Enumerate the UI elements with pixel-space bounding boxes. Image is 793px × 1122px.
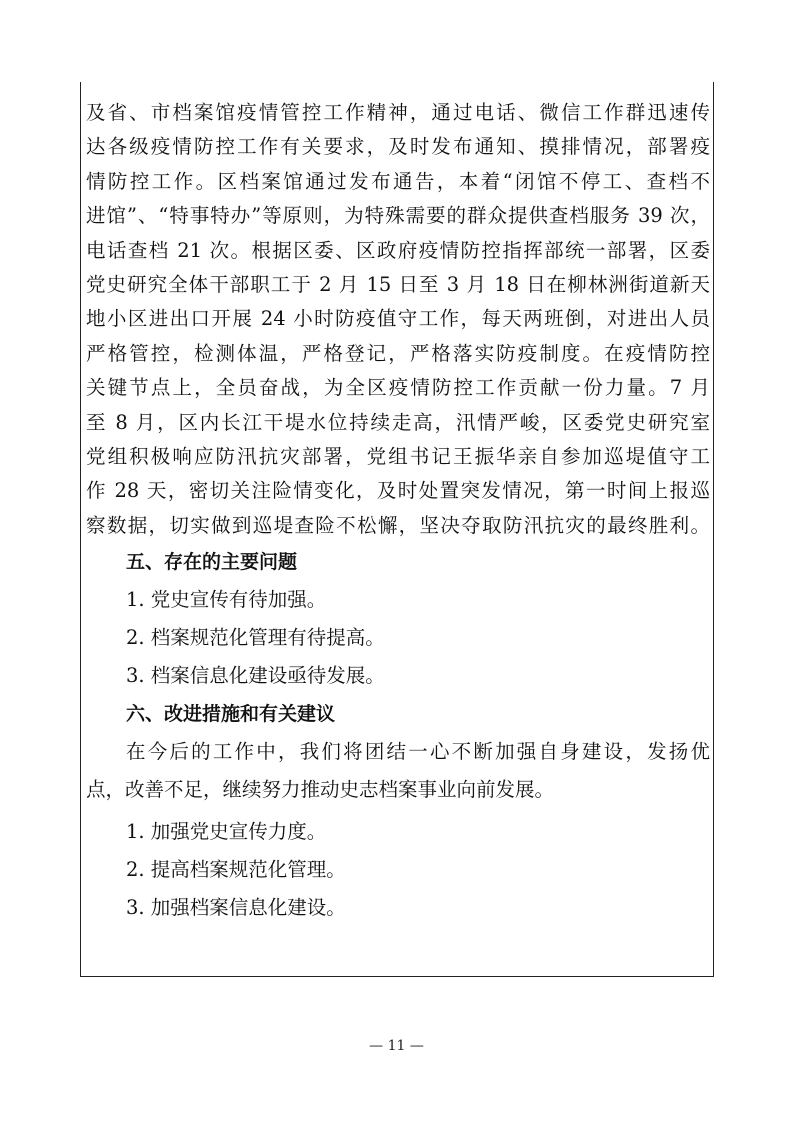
section6-heading: 六、改进措施和有关建议 bbox=[126, 703, 336, 726]
paragraph-line: 作 28 天，密切关注险情变化，及时处置突发情况，第一时间上报巡 bbox=[86, 479, 710, 503]
section5-item: 3. 档案信息化建设亟待发展。 bbox=[126, 664, 385, 688]
page-number: — 11 — bbox=[369, 1038, 424, 1054]
intro-line: 点，改善不足，继续努力推动史志档案事业向前发展。 bbox=[86, 778, 555, 802]
section6-intro bbox=[86, 733, 710, 809]
paragraph-line: 地小区进出口开展 24 小时防疫值守工作，每天两班倒，对进出人员 bbox=[86, 307, 710, 331]
paragraph-line: 至 8 月，区内长江干堤水位持续走高，汛情严峻，区委党史研究室 bbox=[86, 410, 710, 434]
paragraph-line: 进馆”、“特事特办”等原则，为特殊需要的群众提供查档服务 39 次， bbox=[86, 204, 710, 228]
paragraph-line: 关键节点上，全员奋战，为全区疫情防控工作贡献一份力量。7 月 bbox=[86, 376, 710, 400]
paragraph-line: 电话查档 21 次。根据区委、区政府疫情防控指挥部统一部署，区委 bbox=[86, 238, 710, 262]
section6-item: 1. 加强党史宣传力度。 bbox=[126, 820, 327, 844]
section5-item: 2. 档案规范化管理有待提高。 bbox=[126, 626, 385, 650]
paragraph-line: 及省、市档案馆疫情管控工作精神，通过电话、微信工作群迅速传 bbox=[86, 101, 710, 124]
paragraph-line: 严格管控，检测体温，严格登记，严格落实防疫制度。在疫情防控 bbox=[86, 341, 710, 365]
section5-item: 1. 党史宣传有待加强。 bbox=[126, 588, 327, 612]
section5-heading: 五、存在的主要问题 bbox=[126, 551, 298, 574]
paragraph-line: 情防控工作。区档案馆通过发布通告，本着“闭馆不停工、查档不 bbox=[86, 169, 710, 193]
intro-line: 在今后的工作中，我们将团结一心不断加强自身建设，发扬优 bbox=[126, 740, 710, 764]
section6-item: 2. 提高档案规范化管理。 bbox=[126, 858, 346, 882]
paragraph-line: 党史研究全体干部职工于 2 月 15 日至 3 月 18 日在柳林洲街道新天 bbox=[86, 272, 710, 296]
section6-item: 3. 加强档案信息化建设。 bbox=[126, 896, 346, 920]
section4-paragraph bbox=[86, 96, 710, 543]
document-body bbox=[86, 96, 710, 927]
paragraph-line: 党组积极响应防汛抗灾部署，党组书记王振华亲自参加巡堤值守工 bbox=[86, 444, 710, 468]
paragraph-line: 达各级疫情防控工作有关要求，及时发布通知、摸排情况，部署疫 bbox=[86, 135, 710, 159]
paragraph-line: 察数据，切实做到巡堤查险不松懈，坚决夺取防汛抗灾的最终胜利。 bbox=[86, 513, 710, 537]
